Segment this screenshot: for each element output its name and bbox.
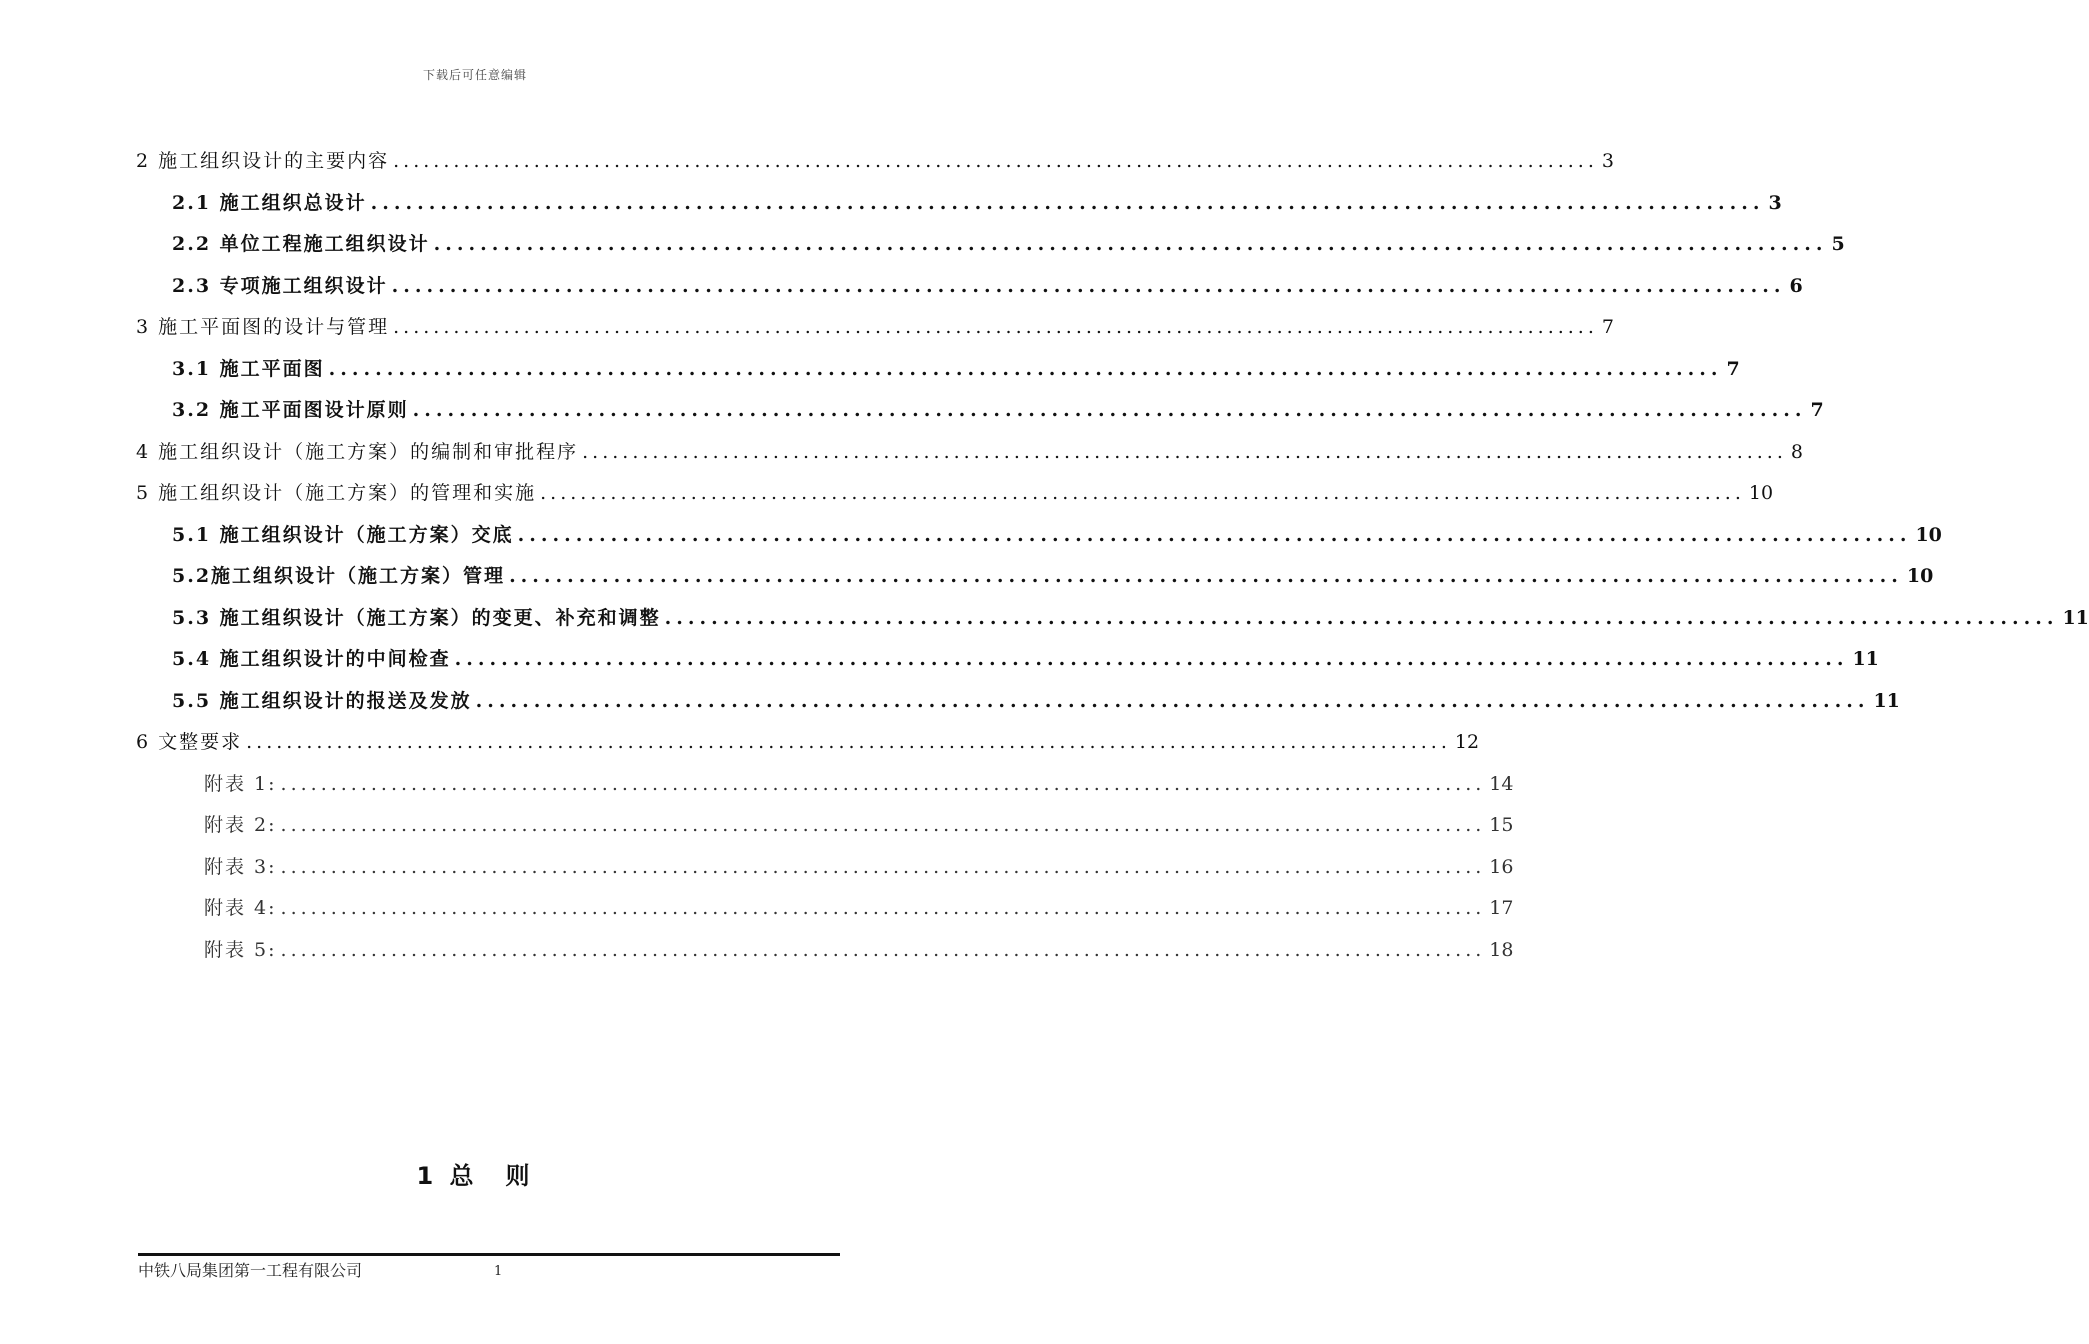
- page-number: 1: [494, 1264, 503, 1279]
- toc-leader-dots: ........................................................................................................................: [246, 731, 1451, 753]
- toc-entry-page: 14: [1489, 772, 1514, 795]
- toc-entry-page: 8: [1790, 440, 1803, 463]
- watermark-header: 下载后可任意编辑: [422, 68, 527, 82]
- toc-entry[interactable]: [204, 767, 1514, 801]
- toc-entry[interactable]: [172, 352, 1740, 386]
- toc-entry-title: 2 施工组织设计的主要内容: [136, 150, 390, 172]
- footer-company: 中铁八局集团第一工程有限公司: [138, 1261, 363, 1280]
- toc-entry-title: 附表 3:: [204, 855, 277, 878]
- toc-entry[interactable]: [204, 933, 1514, 967]
- toc-leader-dots: ........................................................................................................................: [582, 440, 1787, 463]
- toc-leader-dots: ........................................................................................................................: [412, 399, 1807, 421]
- toc-entry-title: 附表 4:: [204, 897, 277, 919]
- toc-entry-title: 3.1 施工平面图: [172, 357, 325, 380]
- toc-entry[interactable]: [172, 518, 1942, 552]
- toc-entry-page: 10: [1906, 565, 1934, 587]
- section-heading: 1 总 则: [416, 1162, 534, 1190]
- toc-leader-dots: ........................................................................................................................: [393, 316, 1598, 338]
- toc-entry[interactable]: [136, 435, 1803, 469]
- toc-entry[interactable]: [136, 476, 1774, 510]
- toc-entry-title: 5.1 施工组织设计（施工方案）交底: [172, 523, 514, 546]
- footer-divider: [138, 1253, 840, 1256]
- toc-entry-title: 6 文整要求: [136, 731, 243, 753]
- toc-entry-title: 2.2 单位工程施工组织设计: [172, 233, 430, 255]
- toc-leader-dots: ........................................................................................................................: [280, 814, 1486, 836]
- toc-entry-page: 6: [1789, 274, 1803, 297]
- toc-entry-page: 16: [1489, 855, 1514, 878]
- toc-entry[interactable]: [204, 808, 1514, 842]
- toc-leader-dots: ........................................................................................................................: [454, 648, 1849, 670]
- toc-entry-title: 5 施工组织设计（施工方案）的管理和实施: [136, 482, 537, 504]
- toc-entry[interactable]: [204, 850, 1514, 884]
- toc-leader-dots: ........................................................................................................................: [391, 274, 1786, 297]
- toc-leader-dots: ........................................................................................................................: [393, 150, 1598, 172]
- toc-entry[interactable]: [172, 269, 1803, 303]
- toc-entry[interactable]: [136, 725, 1480, 759]
- toc-entry-page: 7: [1726, 357, 1740, 380]
- toc-entry-title: 3 施工平面图的设计与管理: [136, 316, 390, 338]
- toc-entry-title: 3.2 施工平面图设计原则: [172, 399, 409, 421]
- toc-entry[interactable]: [136, 144, 1614, 178]
- toc-leader-dots: ........................................................................................................................: [280, 772, 1486, 795]
- toc-entry-page: 11: [1873, 689, 1900, 712]
- toc-entry-title: 附表 2:: [204, 814, 277, 836]
- toc-entry-page: 5: [1831, 233, 1845, 255]
- toc-entry[interactable]: [172, 393, 1824, 427]
- toc-entry-title: 附表 5:: [204, 938, 277, 961]
- toc-entry-page: 12: [1454, 731, 1480, 753]
- toc-entry-title: 5.3 施工组织设计（施工方案）的变更、补充和调整: [172, 606, 661, 629]
- toc-leader-dots: ........................................................................................................................: [370, 191, 1765, 214]
- toc-entry[interactable]: [172, 684, 1900, 718]
- toc-leader-dots: ........................................................................................................................: [280, 897, 1486, 919]
- toc-entry-page: 3: [1601, 150, 1614, 172]
- toc-leader-dots: ........................................................................................................................: [280, 938, 1486, 961]
- toc-entry-page: 10: [1748, 482, 1774, 504]
- toc-leader-dots: ........................................................................................................................: [328, 357, 1723, 380]
- toc-entry-page: 10: [1915, 523, 1942, 546]
- toc-entry-page: 3: [1768, 191, 1782, 214]
- toc-entry[interactable]: [172, 642, 1879, 676]
- toc-leader-dots: ........................................................................................................................: [433, 233, 1828, 255]
- toc-entry-page: 17: [1489, 897, 1514, 919]
- toc-entry-page: 11: [2062, 606, 2089, 629]
- toc-entry-title: 2.3 专项施工组织设计: [172, 274, 388, 297]
- toc-entry-page: 18: [1489, 938, 1514, 961]
- toc-entry-title: 5.2施工组织设计（施工方案）管理: [172, 565, 506, 587]
- toc-entry-title: 5.4 施工组织设计的中间检查: [172, 648, 451, 670]
- toc-entry[interactable]: [172, 559, 1934, 593]
- toc-entry-page: 15: [1489, 814, 1514, 836]
- toc-entry-title: 4 施工组织设计（施工方案）的编制和审批程序: [136, 440, 579, 463]
- toc-leader-dots: ........................................................................................................................: [664, 606, 2059, 629]
- toc-entry-title: 5.5 施工组织设计的报送及发放: [172, 689, 472, 712]
- toc-entry[interactable]: [204, 891, 1514, 925]
- toc-entry[interactable]: [136, 310, 1614, 344]
- toc-entry-title: 附表 1:: [204, 772, 277, 795]
- toc-entry[interactable]: [172, 601, 2089, 635]
- toc-entry-page: 7: [1810, 399, 1824, 421]
- toc-entry-title: 2.1 施工组织总设计: [172, 191, 367, 214]
- toc-entry-page: 11: [1852, 648, 1879, 670]
- toc-leader-dots: ........................................................................................................................: [475, 689, 1870, 712]
- toc-leader-dots: ........................................................................................................................: [517, 523, 1912, 546]
- toc-entry[interactable]: [172, 186, 1782, 220]
- toc-leader-dots: ........................................................................................................................: [540, 482, 1745, 504]
- toc-entry-page: 7: [1601, 316, 1614, 338]
- toc-leader-dots: ........................................................................................................................: [509, 565, 1903, 587]
- toc-entry[interactable]: [172, 227, 1845, 261]
- toc-leader-dots: ........................................................................................................................: [280, 855, 1486, 878]
